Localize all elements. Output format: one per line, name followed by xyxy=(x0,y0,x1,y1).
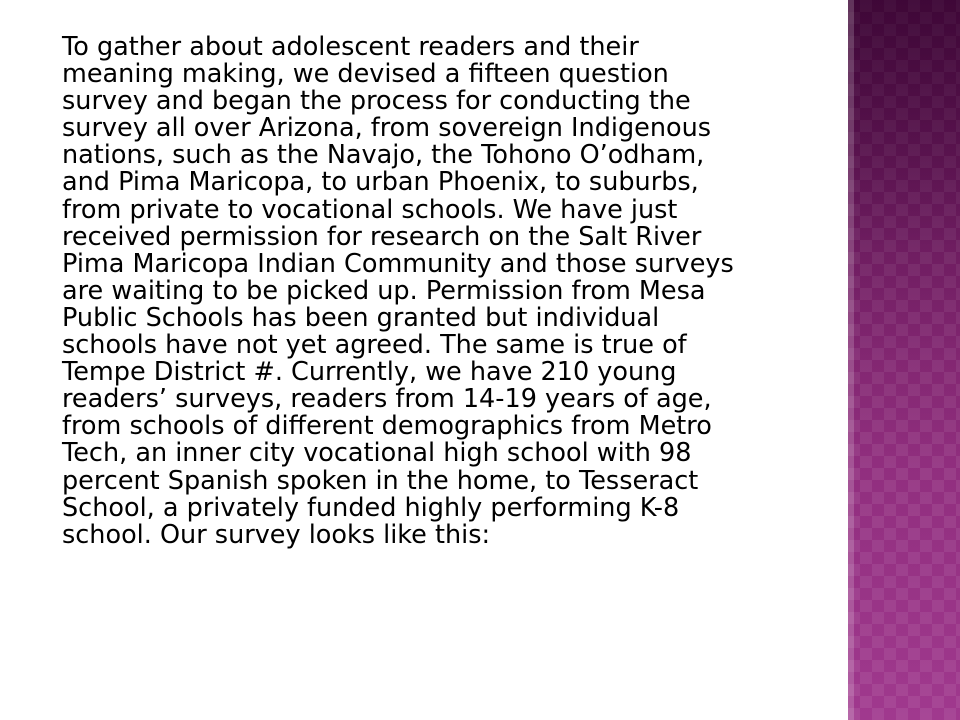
decorative-side-panel xyxy=(848,0,960,720)
side-panel-edge xyxy=(848,0,854,720)
slide-body-text: To gather about adolescent readers and their meaning making, we devised a fifteen question survey and began the process for conducting the survey all over Arizona, from sovereign Indigenous nations, such as the Navajo, the Tohono O’odham, and Pima Maricopa, to urban Phoenix, to suburbs, from private to vocational schools. We have just received permission for research on the Salt River Pima Maricopa Indian Community and those surveys are waiting to be picked up. Permission from Mesa Public Schools has been granted but individual schools have not yet agreed. The same is true of Tempe District #. Currently, we have 210 young readers’ surveys, readers from 14-19 years of age, from schools of different demographics from Metro Tech, an inner city vocational high school with 98 percent Spanish spoken in the home, to Tesseract School, a privately funded highly performing K-8 school. Our survey looks like this: xyxy=(62,32,734,550)
